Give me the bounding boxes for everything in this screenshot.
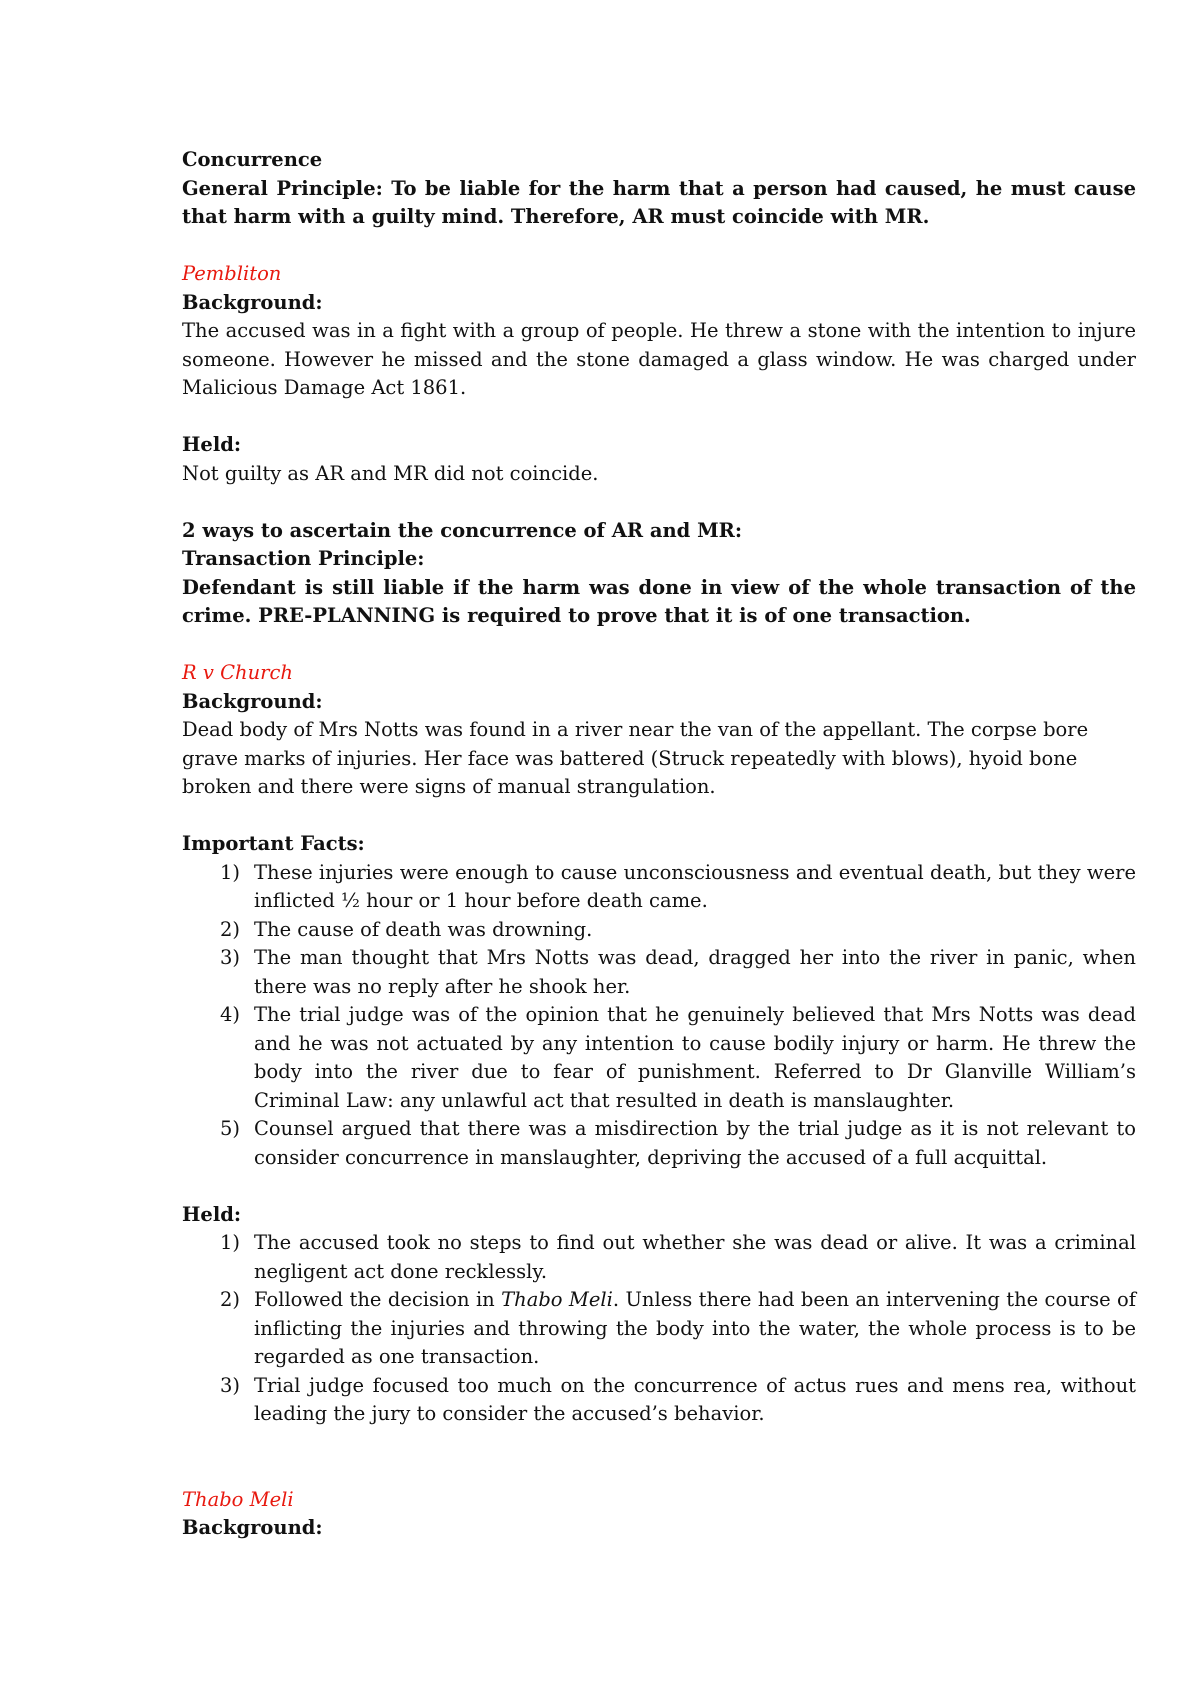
list-item-text: The man thought that Mrs Notts was dead, dragged her into the river in panic, when there was no reply after he shook her. bbox=[254, 946, 1136, 998]
list-number: 3) bbox=[220, 1373, 241, 1397]
pembliton-background-text: The accused was in a fight with a group of people. He threw a stone with the intention to injure someone. However he missed and the stone damaged a glass window. He was charged under Malicious Damage Act 1861. bbox=[182, 319, 1136, 399]
list-number: 1) bbox=[220, 860, 241, 884]
church-facts-list bbox=[182, 859, 1136, 1173]
list-item bbox=[182, 1372, 1136, 1429]
transaction-principle-heading: Transaction Principle: bbox=[182, 547, 425, 570]
list-item-text-before: Followed the decision in bbox=[254, 1288, 502, 1311]
transaction-principle-text: Defendant is still liable if the harm was done in view of the whole transaction of the crime. PRE-PLANNING is required to prove that it is of one transaction. bbox=[182, 575, 1136, 627]
pembliton-background-heading: Background: bbox=[182, 290, 323, 314]
case-name-church: R v Church bbox=[182, 661, 293, 684]
document-page bbox=[182, 146, 1136, 1543]
list-item bbox=[182, 1115, 1136, 1172]
section-title: Concurrence bbox=[182, 148, 323, 171]
thabo-background-heading: Background: bbox=[182, 1516, 323, 1539]
list-item-text-after: . Unless there had been an intervening the course of inflicting the injuries and throwing the body into the water, the whole process is to be regarded as one transaction. bbox=[254, 1288, 1136, 1368]
list-number: 5) bbox=[220, 1117, 241, 1140]
list-item-text: The trial judge was of the opinion that he genuinely believed that Mrs Notts was dead and he was not actuated by any intention to cause bodily injury or harm. He threw the body into the river due to fear of punishment. Referred to Dr Glanville William’s Criminal Law: any unlawful act that resulted in death is manslaughter. bbox=[254, 1003, 1136, 1112]
list-number: 2) bbox=[220, 1288, 241, 1311]
list-number: 1) bbox=[220, 1231, 241, 1254]
ways-heading: 2 ways to ascertain the concurrence of AR and MR: bbox=[182, 518, 743, 542]
list-number: 2) bbox=[220, 917, 241, 941]
church-held-list bbox=[182, 1229, 1136, 1429]
case-reference-thabo-meli: Thabo Meli bbox=[501, 1288, 613, 1311]
list-item-text: These injuries were enough to cause unconsciousness and eventual death, but they were inflicted ½ hour or 1 hour before death came. bbox=[254, 860, 1136, 912]
list-item bbox=[182, 1229, 1136, 1286]
pembliton-held-text: Not guilty as AR and MR did not coincide. bbox=[182, 461, 599, 485]
list-item-text: The accused took no steps to find out whether she was dead or alive. It was a criminal negligent act done recklessly. bbox=[254, 1231, 1136, 1283]
list-item bbox=[182, 1286, 1136, 1372]
church-held-heading: Held: bbox=[182, 1202, 242, 1226]
list-item bbox=[182, 859, 1136, 916]
church-facts-heading: Important Facts: bbox=[182, 832, 365, 855]
list-item bbox=[182, 944, 1136, 1001]
list-item-text: The cause of death was drowning. bbox=[254, 917, 593, 941]
list-item-text: Trial judge focused too much on the concurrence of actus rues and mens rea, without leading the jury to consider the accused’s behavior. bbox=[254, 1373, 1136, 1425]
church-background-heading: Background: bbox=[182, 689, 323, 713]
list-number: 3) bbox=[220, 946, 241, 969]
list-number: 4) bbox=[220, 1003, 241, 1026]
list-item bbox=[182, 916, 1136, 945]
case-name-pembliton: Pembliton bbox=[182, 262, 282, 285]
church-background-text: Dead body of Mrs Notts was found in a river near the van of the appellant. The corpse bore grave marks of injuries. Her face was battered (Struck repeatedly with blows), hyoid bone broken and there were signs of manual strangulation. bbox=[182, 718, 1089, 798]
list-item bbox=[182, 1001, 1136, 1115]
case-name-thabo-meli: Thabo Meli bbox=[182, 1487, 294, 1511]
pembliton-held-heading: Held: bbox=[182, 433, 242, 456]
list-item-text: Counsel argued that there was a misdirection by the trial judge as it is not relevant to consider concurrence in manslaughter, depriving the accused of a full acquittal. bbox=[254, 1117, 1136, 1169]
general-principle: General Principle: To be liable for the harm that a person had caused, he must cause that harm with a guilty mind. Therefore, AR must coincide with MR. bbox=[182, 176, 1136, 228]
